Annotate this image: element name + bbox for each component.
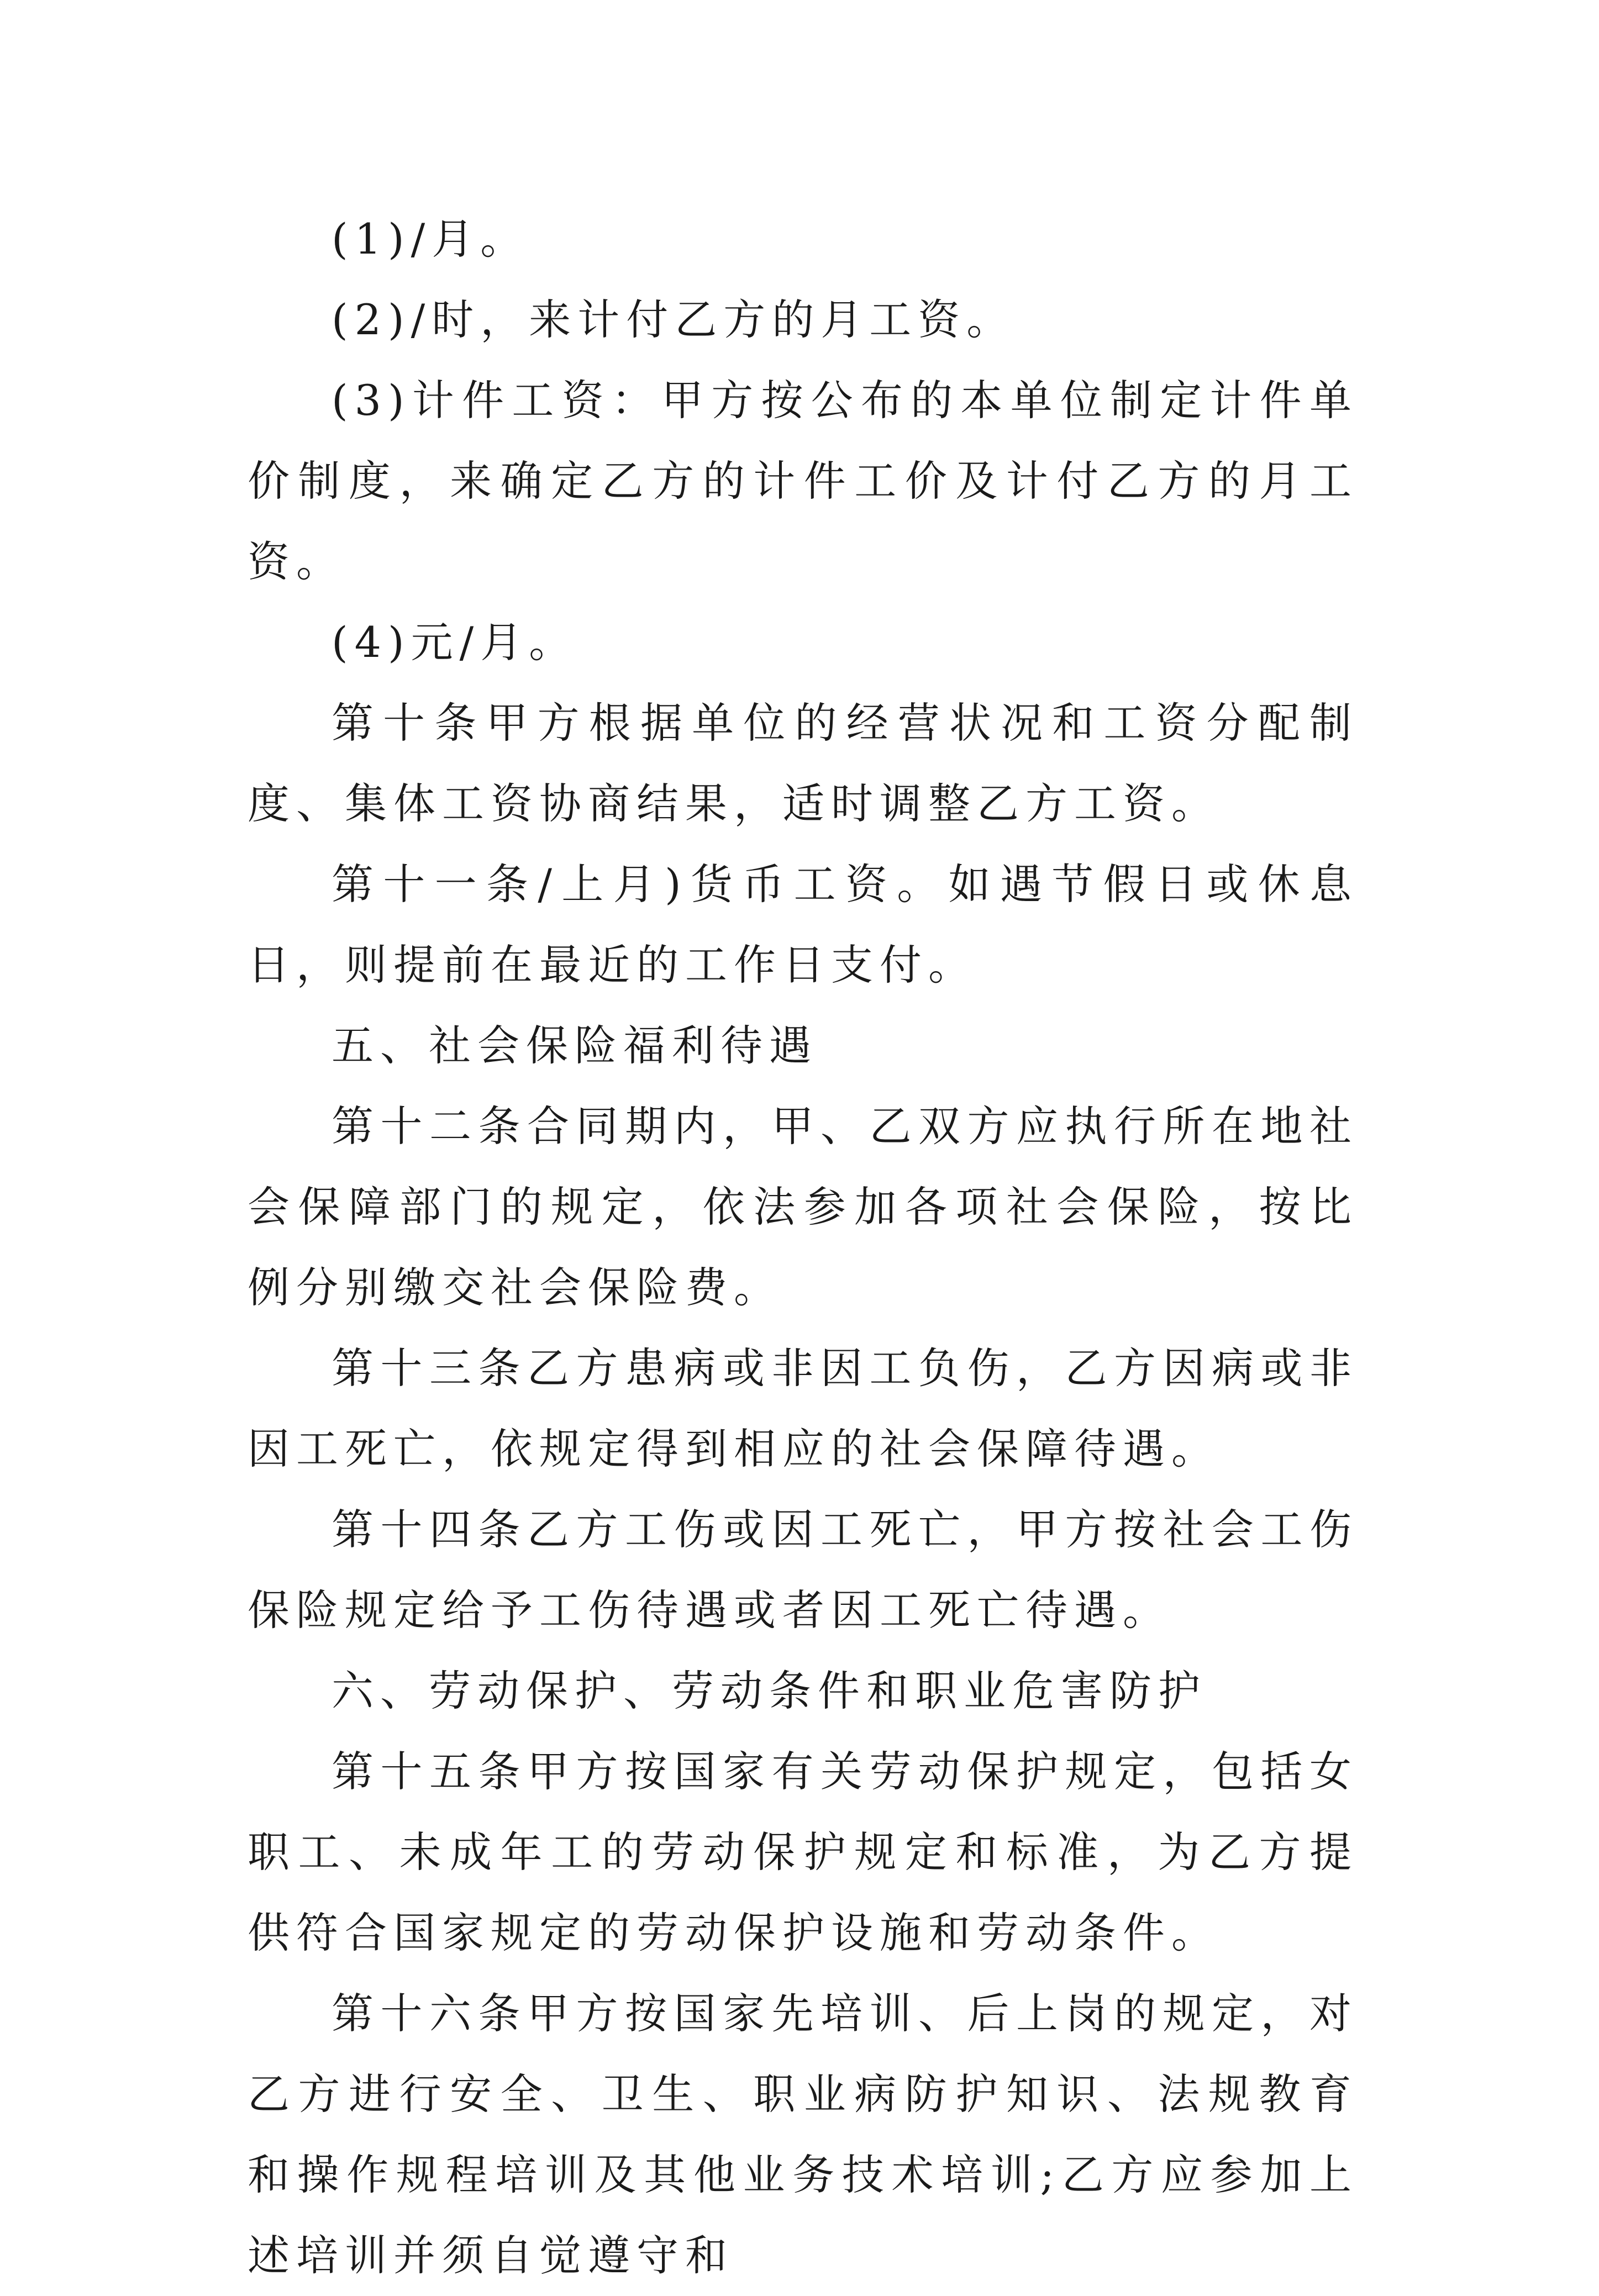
- paragraph-article-12: 第十二条合同期内，甲、乙双方应执行所在地社会保障部门的规定，依法参加各项社会保险，按比例分别缴交社会保险费。: [248, 1102, 1358, 1312]
- paragraph-article-13: 第十三条乙方患病或非因工负伤，乙方因病或非因工死亡，依规定得到相应的社会保障待遇。: [248, 1344, 1358, 1473]
- paragraph-wage-option-1: (1)/月。: [332, 214, 529, 264]
- paragraph-wage-option-4: (4)元/月。: [332, 618, 578, 667]
- paragraph-article-16: 第十六条甲方按国家先培训、后上岗的规定，对乙方进行安全、卫生、职业病防护知识、法规教育和操作规程培训及其他业务技术培训;乙方应参加上述培训并须自觉遵守和: [248, 1989, 1358, 2280]
- paragraph-article-10: 第十条甲方根据单位的经营状况和工资分配制度、集体工资协商结果，适时调整乙方工资。: [248, 698, 1358, 828]
- document-body: [248, 199, 1358, 2296]
- paragraph-article-11: 第十一条/上月)货币工资。如遇节假日或休息日，则提前在最近的工作日支付。: [248, 860, 1358, 989]
- paragraph-article-15: 第十五条甲方按国家有关劳动保护规定，包括女职工、未成年工的劳动保护规定和标准，为乙方提供符合国家规定的劳动保护设施和劳动条件。: [248, 1747, 1358, 1957]
- paragraph-wage-option-2: (2)/时，来计付乙方的月工资。: [332, 295, 1016, 344]
- section-heading-social-insurance: 五、社会保险福利待遇: [332, 1021, 818, 1070]
- section-heading-labor-protection: 六、劳动保护、劳动条件和职业危害防护: [332, 1666, 1207, 1715]
- paragraph-piece-rate-wage: (3)计件工资：甲方按公布的本单位制定计件单价制度，来确定乙方的计件工价及计付乙方的月工资。: [248, 376, 1358, 586]
- paragraph-article-14: 第十四条乙方工伤或因工死亡，甲方按社会工伤保险规定给予工伤待遇或者因工死亡待遇。: [248, 1505, 1358, 1635]
